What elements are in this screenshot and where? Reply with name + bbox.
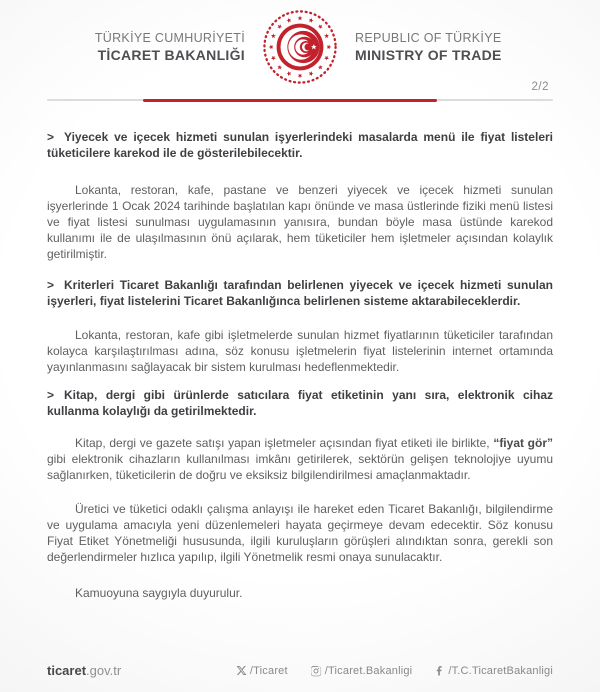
social-links [236,665,553,677]
chevron-bullet: > [47,388,55,402]
bulleted-heading-3 [47,387,553,419]
paragraph-1: Lokanta, restoran, kafe, pastane ve benzeri yiyecek ve içecek hizmeti sunulan işyerlerinde 1 Ocak 2024 tarihinde başlatılan kapı önünde ve masa üstlerinde fiziki menü listesi ve fiyat listesi sunulması uygulamasının yanısıra, bundan böyle masa üstünde karekod kullanımı ile de ulaşılmasının önü açılarak, hem tüketiciler hem işletmeler açısından kolaylık getirilmiştir. [47,183,553,261]
page-number-indicator: 2/2 [531,81,549,93]
heading-3-text: Kitap, dergi gibi ürünlerde satıcılara fiyat etiketinin yanı sıra, elektronik cihaz kullanma kolaylığı da getirilmektedir. [47,388,553,418]
x-twitter-link[interactable] [236,665,288,677]
org-en-line2: MINISTRY OF TRADE [355,47,502,63]
paragraph-3-part1: Kitap, dergi ve gazete satışı yapan işletmeler açısından fiyat etiketi ile birlikte, [75,436,494,450]
org-name-turkish [55,30,245,64]
paragraph-4: Üretici ve tüketici odaklı çalışma anlayışı ile hareket eden Ticaret Bakanlığı, bilgilendirme ve uygulama amacıyla yeni düzenlemeleri hayata geçirmeye devam edecektir. Söz konusu Fiyat Etiket Yönetmeliği hususunda, ilgili kuruluşların görüşleri alındıktan sonra, gerekli son değerlendirmeler hızlıca yapılıp, ilgili Yönetmelik resmi onaya sunulacaktır. [47,502,553,564]
paragraph-2: Lokanta, restoran, kafe gibi işletmelerde sunulan hizmet fiyatlarının tüketiciler tarafından kolayca karşılaştırılması adına, söz konusu işletmelerin fiyat listelerinin internet ortamında yayınlanmasını sağlayacak bir sistem kurulması hedeflenmektedir. [47,328,553,374]
instagram-link[interactable] [310,665,413,677]
website-link[interactable] [47,663,121,678]
document-body [47,129,553,601]
x-icon [236,665,247,676]
org-en-line1: REPUBLIC OF TÜRKİYE [355,31,502,45]
facebook-icon [434,665,445,676]
org-tr-line2: TİCARET BAKANLIĞI [97,47,245,63]
chevron-bullet: > [47,278,55,292]
heading-1-text: Yiyecek ve içecek hizmeti sunulan işyerlerindeki masalarda menü ile fiyat listeleri tüketicilere karekod ile de gösterilebilecektir. [47,130,553,160]
instagram-icon [310,665,322,677]
website-bold-part: ticaret [47,663,87,678]
bulleted-heading-2 [47,277,553,309]
website-domain-part: .gov.tr [86,663,122,678]
paragraph-3-part3: gibi elektronik cihazların kullanılması imkânı getirilerek, sektörün gelişen teknolojiye uyumu sağlanırken, tüketicilerin de doğru ve eksiksiz bilgilendirilmesi amaçlanmaktadır. [47,452,553,482]
paragraph-3 [47,435,553,483]
fiyat-gor-emphasis: “fiyat gör” [493,436,553,450]
facebook-handle: /T.C.TicaretBakanligi [448,664,553,677]
x-handle: /Ticaret [249,664,288,677]
header-divider [47,99,553,101]
org-tr-line1: TÜRKİYE CUMHURİYETİ [94,31,245,45]
closing-line: Kamuoyuna saygıyla duyurulur. [75,586,243,600]
org-name-english [355,30,545,64]
ministry-of-trade-emblem-icon [261,8,339,86]
instagram-handle: /Ticaret.Bakanligi [324,664,413,677]
facebook-link[interactable] [434,665,553,677]
chevron-bullet: > [47,130,55,144]
bulleted-heading-1 [47,129,553,161]
heading-2-text: Kriterleri Ticaret Bakanlığı tarafından belirlenen yiyecek ve içecek hizmeti sunulan işyerleri, fiyat listelerini Ticaret Bakanlığınca belirlenen sisteme aktarabileceklerdir. [47,278,553,308]
header [0,8,600,86]
header-divider-accent [143,99,437,102]
footer [47,663,553,678]
